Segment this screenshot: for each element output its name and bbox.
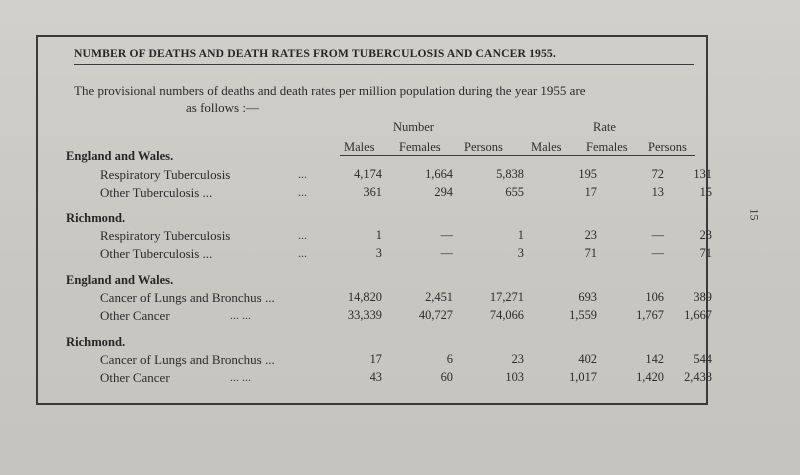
- row-label: Other Tuberculosis ...: [100, 185, 213, 200]
- row-leader-dots: ...: [298, 228, 307, 242]
- header-number-males: Males: [344, 140, 375, 154]
- cell-rate-males: 402: [578, 352, 597, 366]
- cell-number-females: 2,451: [425, 290, 453, 304]
- section-heading-england-wales-cancer: England and Wales.: [66, 273, 174, 287]
- row-leader-dots: ... ...: [230, 308, 251, 322]
- cell-rate-persons: 131: [693, 167, 712, 181]
- page-number: 15: [747, 208, 762, 221]
- cell-number-males: 4,174: [354, 167, 382, 181]
- cell-rate-males: 23: [584, 228, 597, 242]
- section-heading-england-wales-tb: England and Wales.: [66, 149, 174, 163]
- section-heading-richmond-tb: Richmond.: [66, 211, 126, 225]
- cell-rate-persons: 71: [699, 246, 712, 260]
- cell-number-persons: 103: [505, 370, 524, 384]
- cell-number-males: 14,820: [347, 290, 382, 304]
- row-label: Respiratory Tuberculosis: [100, 167, 231, 182]
- cell-rate-females: 72: [651, 167, 664, 181]
- row-leader-dots: ...: [298, 185, 307, 199]
- cell-rate-females: 1,767: [636, 308, 664, 322]
- cell-number-persons: 3: [517, 246, 524, 260]
- header-rate-persons: Persons: [648, 140, 687, 154]
- cell-number-males: 33,339: [347, 308, 382, 322]
- cell-rate-females: 1,420: [636, 370, 664, 384]
- header-group-number: Number: [393, 120, 434, 134]
- row-leader-dots: ...: [298, 167, 307, 181]
- header-rate-females: Females: [586, 140, 628, 154]
- cell-number-persons: 1: [517, 228, 524, 242]
- cell-number-persons: 655: [505, 185, 524, 199]
- table-row: [0, 290, 800, 308]
- cell-rate-males: 71: [584, 246, 597, 260]
- cell-number-persons: 23: [511, 352, 524, 366]
- intro-text-line-1: The provisional numbers of deaths and death rates per million population during the year 1955 are: [74, 83, 586, 98]
- cell-rate-males: 17: [584, 185, 597, 199]
- cell-rate-males: 195: [578, 167, 597, 181]
- cell-rate-males: 693: [578, 290, 597, 304]
- cell-number-females: 6: [446, 352, 453, 366]
- header-group-rate: Rate: [593, 120, 616, 134]
- header-number-persons: Persons: [464, 140, 503, 154]
- title-underline: [74, 64, 694, 65]
- cell-number-persons: 17,271: [489, 290, 524, 304]
- intro-text-line-2: as follows :—: [186, 100, 259, 115]
- table-row: [0, 185, 800, 203]
- cell-rate-persons: 1,667: [684, 308, 712, 322]
- cell-rate-females: 13: [651, 185, 664, 199]
- row-label: Respiratory Tuberculosis: [100, 228, 231, 243]
- cell-number-females: 1,664: [425, 167, 453, 181]
- cell-rate-persons: 23: [699, 228, 712, 242]
- cell-rate-persons: 389: [693, 290, 712, 304]
- row-label: Other Cancer: [100, 370, 170, 385]
- cell-number-males: 1: [375, 228, 382, 242]
- cell-number-persons: 5,838: [496, 167, 524, 181]
- cell-number-females: 40,727: [418, 308, 453, 322]
- cell-number-females: —: [440, 228, 453, 242]
- row-label: Cancer of Lungs and Bronchus ...: [100, 352, 275, 367]
- cell-rate-males: 1,559: [569, 308, 597, 322]
- cell-number-males: 361: [363, 185, 382, 199]
- section-heading-richmond-cancer: Richmond.: [66, 335, 126, 349]
- cell-number-males: 3: [375, 246, 382, 260]
- cell-rate-persons: 2,438: [684, 370, 712, 384]
- table-row: [0, 352, 800, 370]
- table-row: [0, 228, 800, 246]
- header-rate-males: Males: [531, 140, 562, 154]
- header-number-females: Females: [399, 140, 441, 154]
- table-row: [0, 370, 800, 388]
- cell-number-females: 60: [440, 370, 453, 384]
- row-label: Other Tuberculosis ...: [100, 246, 213, 261]
- cell-rate-persons: 544: [693, 352, 712, 366]
- header-underline: [340, 155, 695, 156]
- cell-number-females: —: [440, 246, 453, 260]
- row-leader-dots: ...: [298, 246, 307, 260]
- cell-number-males: 43: [369, 370, 382, 384]
- row-label: Cancer of Lungs and Bronchus ...: [100, 290, 275, 305]
- table-row: [0, 308, 800, 326]
- row-leader-dots: ... ...: [230, 370, 251, 384]
- cell-number-persons: 74,066: [489, 308, 524, 322]
- table-row: [0, 167, 800, 185]
- cell-rate-females: 106: [645, 290, 664, 304]
- table-row: [0, 246, 800, 264]
- document-title: NUMBER OF DEATHS AND DEATH RATES FROM TUBERCULOSIS AND CANCER 1955.: [74, 47, 556, 60]
- cell-number-males: 17: [369, 352, 382, 366]
- row-label: Other Cancer: [100, 308, 170, 323]
- cell-rate-females: —: [651, 246, 664, 260]
- cell-rate-females: —: [651, 228, 664, 242]
- cell-rate-males: 1,017: [569, 370, 597, 384]
- cell-number-females: 294: [434, 185, 453, 199]
- cell-rate-females: 142: [645, 352, 664, 366]
- cell-rate-persons: 15: [699, 185, 712, 199]
